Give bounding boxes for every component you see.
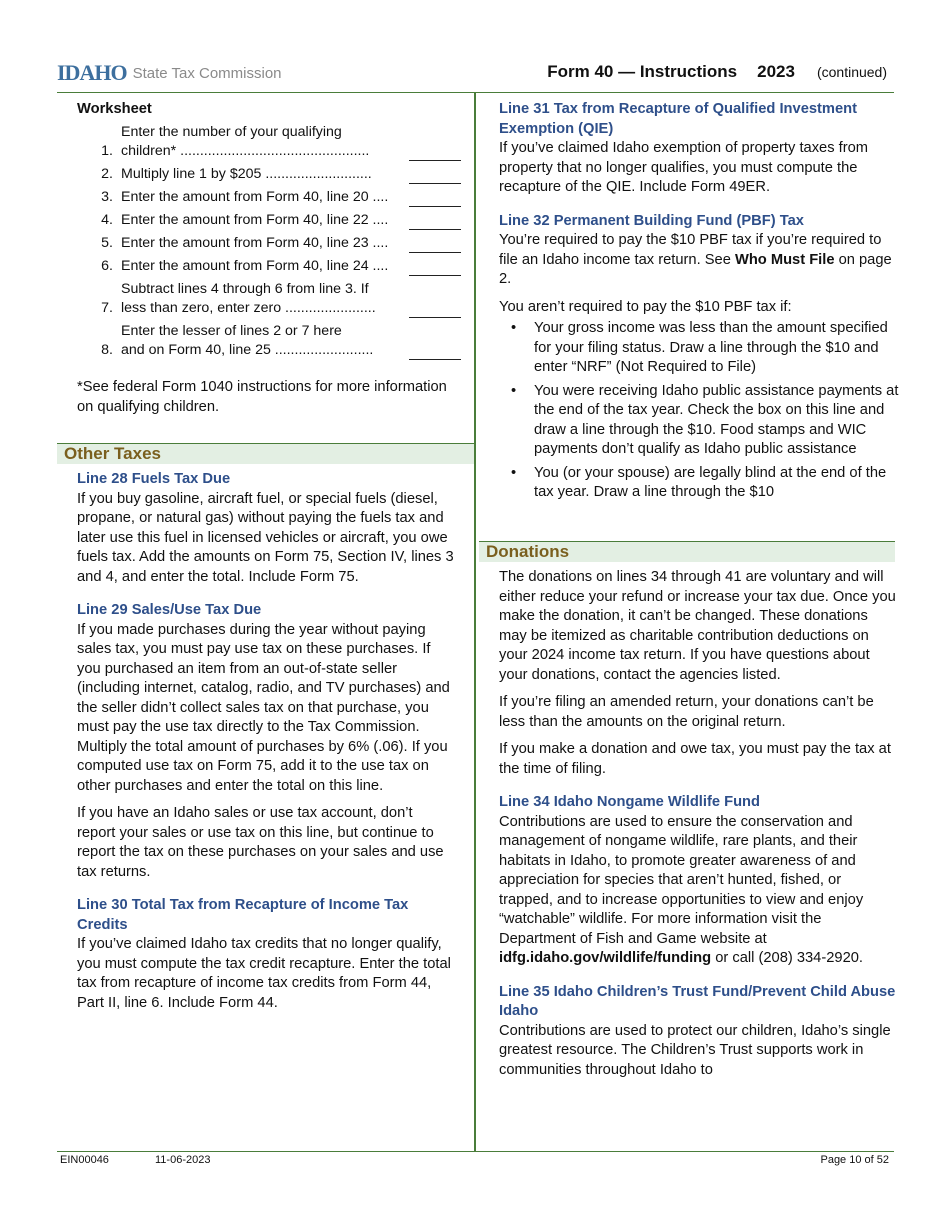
line-32-text-b: on page 2. <box>499 251 892 287</box>
worksheet-item <box>77 257 455 276</box>
pbf-exemption-list <box>499 319 899 503</box>
item-number: 1. <box>101 143 113 159</box>
line-28-title: Line 28 Fuels Tax Due <box>77 471 231 487</box>
amount-blank[interactable] <box>409 211 461 230</box>
amount-blank[interactable] <box>409 165 461 184</box>
footer-code: EIN00046 <box>60 1154 109 1166</box>
column-divider <box>474 93 476 1151</box>
item-text: Enter the number of your qualifying children* ................................................ <box>121 124 370 159</box>
item-text: Multiply line 1 by $205 ........................... <box>121 166 372 182</box>
item-number: 5. <box>101 235 113 251</box>
donations-amended: If you’re filing an amended return, your donations can’t be less than the amounts on the original return. <box>499 694 874 730</box>
line-30-title: Line 30 Total Tax from Recapture of Income Tax Credits <box>77 897 409 933</box>
line-35-text: Contributions are used to protect our children, Idaho’s single greatest resource. The Children’s Trust supports work in communities throughout Idaho to <box>499 1022 891 1078</box>
line-28-text: If you buy gasoline, aircraft fuel, or special fuels (diesel, propane, or natural gas) without paying the fuels tax and later use this fuel in licensed vehicles or aircraft, you owe fuels tax. Add the amounts on Form 75, Section IV, lines 3 and 4, and enter the total. Include Form 75. <box>77 490 454 585</box>
line-30-text: If you’ve claimed Idaho tax credits that no longer qualify, you must compute the tax credit recapture. Enter the total tax from recapture of income tax credits from Form 44, Part II, line 6. Include Form 44. <box>77 936 451 1011</box>
line-34-title: Line 34 Idaho Nongame Wildlife Fund <box>499 794 760 810</box>
agency-logo <box>57 60 282 86</box>
logo-wordmark: IDAHO <box>57 60 127 85</box>
section-heading-donations: Donations <box>479 541 895 562</box>
page-header <box>547 62 887 82</box>
line-32-text <box>499 231 899 290</box>
amount-blank[interactable] <box>409 142 461 161</box>
worksheet-items <box>77 123 455 360</box>
donations-section <box>499 568 899 1088</box>
continued-label: (continued) <box>816 64 887 80</box>
footer-date: 11-06-2023 <box>155 1154 211 1166</box>
item-number: 8. <box>101 342 113 358</box>
form-year: 2023 <box>757 62 795 81</box>
logo-subtitle: State Tax Commission <box>132 64 282 82</box>
line-35-title: Line 35 Idaho Children’s Trust Fund/Prevent Child Abuse Idaho <box>499 983 896 1019</box>
worksheet-item <box>77 188 455 207</box>
item-text: Enter the lesser of lines 2 or 7 here and on Form 40, line 25 ......................... <box>121 323 374 358</box>
item-text: Subtract lines 4 through 6 from line 3. If less than zero, enter zero ....................... <box>121 281 376 316</box>
section-heading-other-taxes: Other Taxes <box>57 443 474 464</box>
item-number: 3. <box>101 189 113 205</box>
other-taxes-section <box>77 470 455 1021</box>
worksheet-item <box>77 165 455 184</box>
line-34-text-a: Contributions are used to ensure the conservation and management of nongame wildlife, rare plants, and their habitats in Idaho, to promote greater awareness of and appreciation for species that aren’t hunted, fished, or trapped, and to increase opportunities to view and enjoy “watchable” wildlife. For more information visit the Department of Fish and Game website at <box>499 813 864 947</box>
item-number: 6. <box>101 258 113 274</box>
footer-rule <box>57 1151 894 1152</box>
worksheet-title: Worksheet <box>77 101 152 117</box>
item-number: 4. <box>101 212 113 228</box>
donations-intro: The donations on lines 34 through 41 are voluntary and will either reduce your refund or increase your tax due. Once you make the donation, it can’t be changed. These donations may be itemized as charitable contribution deductions on your 2024 income tax return. If you have questions about your donations, contact the agencies listed. <box>499 569 896 683</box>
amount-blank[interactable] <box>409 257 461 276</box>
worksheet-item <box>77 123 455 161</box>
donations-owe-tax: If you make a donation and owe tax, you must pay the tax at the time of filing. <box>499 741 891 777</box>
amount-blank[interactable] <box>409 234 461 253</box>
list-item: • You were receiving Idaho public assistance payments at the end of the tax year. Check the box on this line and draw a line through the $10. Food stamps and WIC payments don’t qualify as Idaho public assistance <box>499 382 899 460</box>
list-item: • Your gross income was less than the amount specified for your filing status. Draw a line through the $10 and enter “NRF” (Not Required to File) <box>499 319 899 378</box>
line-31-text: If you’ve claimed Idaho exemption of property taxes from property that no longer qualifies, you must compute the recapture of the QIE. Include Form 49ER. <box>499 140 869 195</box>
item-number: 7. <box>101 300 113 316</box>
right-column <box>499 100 899 509</box>
left-column <box>77 100 455 425</box>
item-text: Enter the amount from Form 40, line 22 .... <box>121 212 389 228</box>
line-34-text <box>499 813 899 969</box>
line-29-text: If you made purchases during the year without paying sales tax, you must pay use tax on these purchases. If you purchased an item from an out-of-state seller (including internet, catalog, radio, and TV purchases) and the seller didn’t collect sales tax on that purchase, you must pay the use tax directly to the Tax Commission. Multiply the total amount of purchases by 6% (.06). If you computed use tax on Form 75, add it to the use tax on other purchases and enter the total on this line. <box>77 621 450 794</box>
item-text: Enter the amount from Form 40, line 23 .... <box>121 235 389 251</box>
who-must-file-ref: Who Must File <box>734 251 835 268</box>
amount-blank[interactable] <box>409 341 461 360</box>
line-32-title: Line 32 Permanent Building Fund (PBF) Tax <box>499 212 804 229</box>
worksheet-item <box>77 280 455 318</box>
line-29-text-2: If you have an Idaho sales or use tax account, don’t report your sales or use tax on this line, but continue to report the tax on these purchases on your sales and use tax returns. <box>77 805 444 880</box>
item-text: Enter the amount from Form 40, line 24 .... <box>121 258 389 274</box>
worksheet-item <box>77 234 455 253</box>
item-number: 2. <box>101 166 113 182</box>
line-31-title: Line 31 Tax from Recapture of Qualified Investment Exemption (QIE) <box>499 101 858 137</box>
worksheet-item <box>77 211 455 230</box>
form-title: Form 40 — Instructions <box>547 62 738 81</box>
amount-blank[interactable] <box>409 188 461 207</box>
list-item: • You (or your spouse) are legally blind at the end of the tax year. Draw a line through the $10 <box>499 464 899 503</box>
line-32-text-a: You’re required to pay the $10 PBF tax if you’re required to file an Idaho income tax return. See <box>499 232 882 268</box>
line-34-text-b: or call (208) 334-2920. <box>711 950 863 966</box>
line-29-title: Line 29 Sales/Use Tax Due <box>77 602 262 618</box>
item-text: Enter the amount from Form 40, line 20 .... <box>121 189 389 205</box>
wildlife-website-link[interactable]: idfg.idaho.gov/wildlife/funding <box>499 950 712 966</box>
worksheet-footnote: *See federal Form 1040 instructions for more information on qualifying children. <box>77 379 447 415</box>
amount-blank[interactable] <box>409 299 461 318</box>
line-32-intro: You aren’t required to pay the $10 PBF tax if: <box>499 298 792 315</box>
footer-page-number: Page 10 of 52 <box>820 1154 889 1166</box>
worksheet-item <box>77 322 455 360</box>
